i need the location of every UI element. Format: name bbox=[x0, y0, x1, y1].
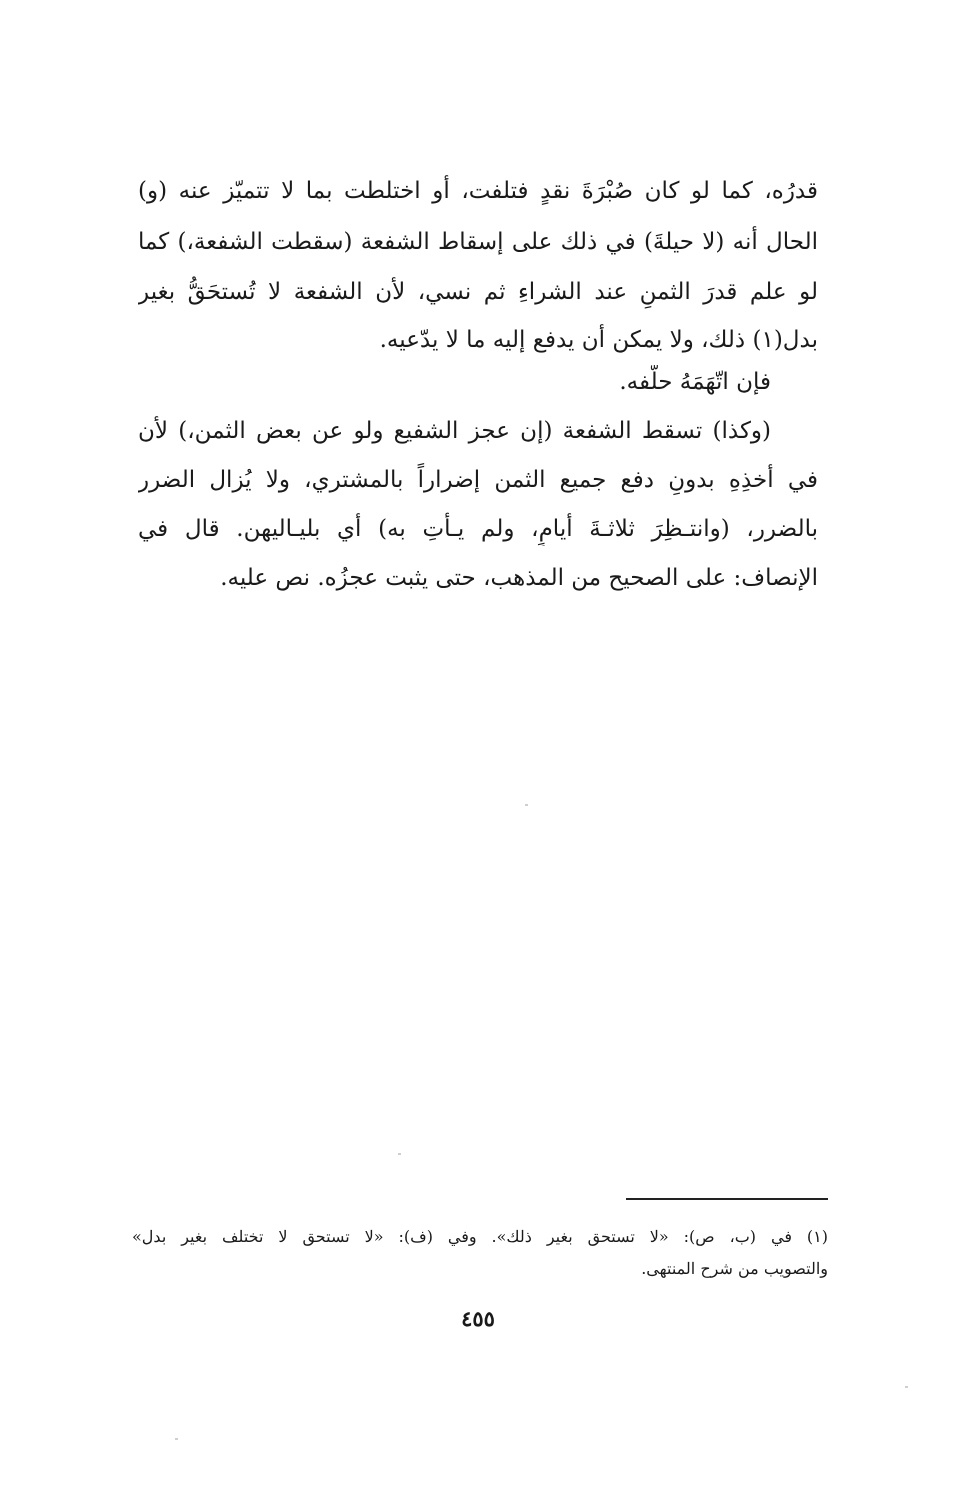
body-line-3: لو علم قدرَ الثمنِ عند الشراءِ ثم نسي، لأن الشفعة لا تُستحَقُّ بغير bbox=[138, 279, 818, 305]
body-line-5: فإن اتّهَمَهُ حلّفه. bbox=[619, 369, 771, 395]
body-line-2: الحال أنه (لا حيلةَ) في ذلك على إسقاط الشفعة (سقطت الشفعة،) كما bbox=[138, 229, 818, 255]
body-line-9: الإنصاف: على الصحيح من المذهب، حتى يثبت عجزُه. نص عليه. bbox=[220, 565, 818, 591]
scan-speck bbox=[905, 1386, 908, 1388]
footnote-line-1: (١) في (ب، ص): «لا تستحق بغير ذلك». وفي (ف): «لا تستحق لا تختلف بغير بدل» bbox=[132, 1227, 828, 1246]
scan-speck bbox=[175, 1438, 178, 1440]
body-line-7: في أخذِهِ بدونِ دفع جميع الثمن إضراراً بالمشتري، ولا يُزال الضرر bbox=[138, 467, 818, 493]
scan-speck bbox=[398, 1153, 401, 1155]
body-line-1: قدرُه، كما لو كان صُبْرَةَ نقدٍ فتلفت، أو اختلطت بما لا تتميّز عنه (و) bbox=[138, 178, 818, 204]
scan-speck bbox=[525, 804, 528, 806]
body-line-8: بالضرر، (وانتـظِرَ ثلاثـةَ أيامٍ، ولم يـأتِ به) أي بليـاليهن. قال في bbox=[138, 516, 818, 542]
body-line-4: بدل(١) ذلك، ولا يمكن أن يدفع إليه ما لا يدّعيه. bbox=[379, 327, 818, 353]
footnote-separator bbox=[626, 1198, 828, 1200]
footnote-line-2: والتصويب من شرح المنتهى. bbox=[641, 1259, 828, 1278]
body-line-6: (وكذا) تسقط الشفعة (إن عجز الشفيع ولو عن بعض الثمن،) لأن bbox=[138, 418, 771, 444]
page-number: ٤٥٥ bbox=[461, 1306, 495, 1331]
